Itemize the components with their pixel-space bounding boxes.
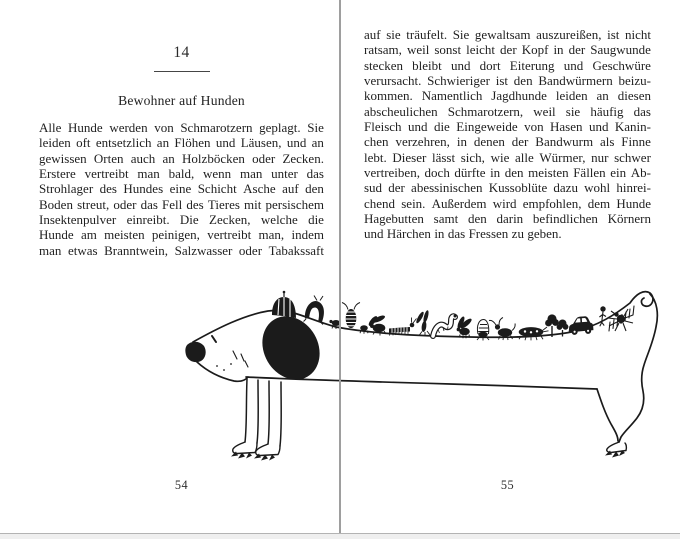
left-page-body bbox=[39, 120, 324, 258]
body-line: Fleisch und die Eingeweide von Hasen und Kanin- bbox=[364, 118, 651, 134]
chapter-rule bbox=[154, 71, 210, 72]
right-page-number: 55 bbox=[500, 478, 515, 492]
body-line: Hagebutten samt den darin befindlichen Körnern bbox=[364, 210, 651, 226]
body-line: gewissen Orten auch an Holzböcken oder Zecken. bbox=[39, 150, 324, 166]
body-line: abscheulichen Schmarotzern, weil sie häufig das bbox=[364, 103, 651, 119]
critter-striped-beetle bbox=[342, 303, 360, 329]
body-line: vertreiben, doch dürfte in den meisten Fällen ein Ab- bbox=[364, 164, 651, 180]
body-line: chen verzehren, in denen der Bandwurm als Finne bbox=[364, 134, 651, 150]
page-gutter-line bbox=[339, 0, 341, 534]
body-line: ratsam, weil sonst leicht der Kopf in der Saugwunde bbox=[364, 42, 651, 58]
body-line: stecken bleibt und dort Eiterung und Geschwüre bbox=[364, 57, 651, 73]
left-page-number: 54 bbox=[174, 478, 189, 492]
right-page bbox=[364, 0, 651, 539]
body-line: verursacht. Schwieriger ist den Bandwürmern beizu- bbox=[364, 72, 651, 88]
body-line: leiden oft entsetzlich an Flöhen und Läusen, und an bbox=[39, 135, 324, 151]
body-line: Alle Hunde werden von Schmarotzern geplagt. Sie bbox=[39, 120, 324, 135]
right-page-body bbox=[364, 27, 651, 242]
body-line: Erstere vertreibt man bald, wenn man unter das bbox=[39, 165, 324, 181]
body-line: lebt. Dieser lässt sich, wie alle Würmer, nur schwer bbox=[364, 149, 651, 165]
body-line: sud der abessinischen Kussoblüte dazu wohl hinrei- bbox=[364, 180, 651, 196]
page-bottom-edge bbox=[0, 533, 680, 539]
body-line: kommen. Namentlich Jagdhunde leiden an diesen bbox=[364, 88, 651, 104]
body-line: man etwas Branntwein, Salzwasser oder Tabakssaft bbox=[39, 242, 324, 258]
body-line: Hunde am meisten peinigen, vertreibt man, indem bbox=[39, 227, 324, 243]
body-line: Insektenpulver einreibt. Die Zecken, welche die bbox=[39, 211, 324, 227]
body-line: und Härchen in das Fressen zu geben. bbox=[364, 226, 562, 242]
body-line: Boden streut, oder das Fell des Tieres mit persischem bbox=[39, 196, 324, 212]
body-line: auf sie träufelt. Sie gewaltsam auszureißen, ist nicht bbox=[364, 27, 651, 42]
chapter-heading: Bewohner auf Hunden bbox=[118, 93, 245, 108]
body-line: Strohlager des Hundes eine Schicht Asche auf den bbox=[39, 181, 324, 197]
left-page bbox=[39, 0, 324, 539]
chapter-number: 14 bbox=[173, 44, 190, 61]
body-line: chend sein. Außerdem wird empfohlen, dem Hunde bbox=[364, 195, 651, 211]
